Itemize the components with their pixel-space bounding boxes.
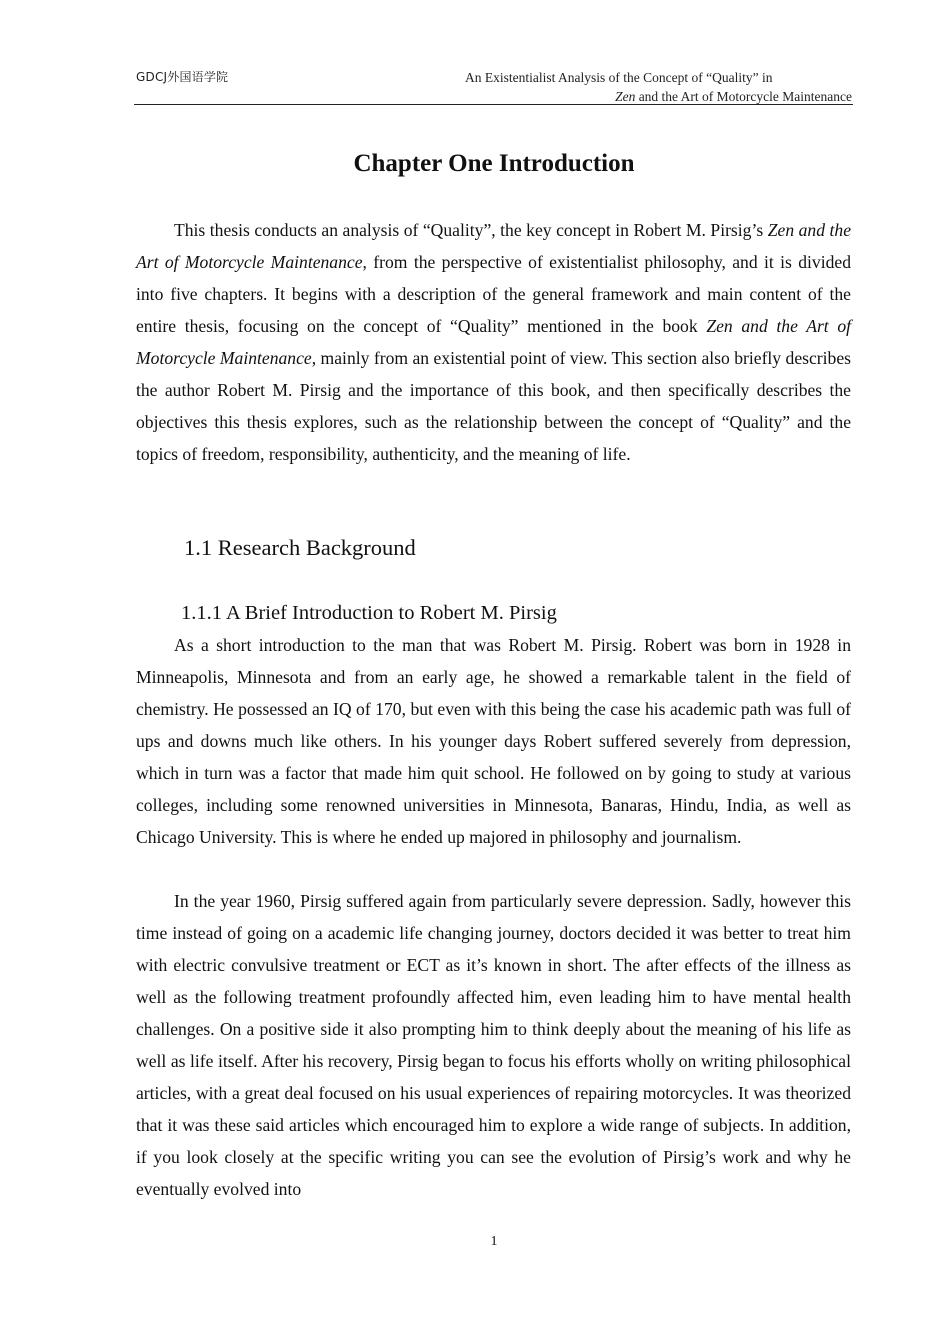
intro-text-2: , from the perspective of existentialist philosophy, and it is divided into five chapters. It begins with a description of the general framework and main content of the entire thesis, focusing on the concept of “Quality” mentioned in the book: [136, 252, 851, 336]
running-header-left: GDCJ外国语学院: [136, 70, 229, 84]
running-header-right: [460, 68, 852, 106]
intro-text-3: , mainly from an existential point of view. This section also briefly describes the author Robert M. Pirsig and the importance of this book, and then specifically describes the objectives this thesis explores, such as the relationship between the concept of “Quality” and the topics of freedom, responsibility, authenticity, and the meaning of life.: [136, 348, 851, 464]
intro-text-1: This thesis conducts an analysis of “Quality”, the key concept in Robert M. Pirsig’s: [174, 220, 768, 240]
pirsig-paragraph-1-text: As a short introduction to the man that was Robert M. Pirsig. Robert was born in 1928 in Minneapolis, Minnesota and from an early age, he showed a remarkable talent in the field of chemistry. He possessed an IQ of 170, but even with this being the case his academic path was full of ups and downs much like others. In his younger days Robert suffered severely from depression, which in turn was a factor that made him quit school. He followed on by going to study at various colleges, including some renowned universities in Minnesota, Banaras, Hindu, India, as well as Chicago University. This is where he ended up majored in philosophy and journalism.: [136, 635, 851, 847]
pirsig-paragraph-2: [136, 885, 851, 1205]
header-rule: [134, 104, 853, 105]
running-header-book-italic: Zen: [615, 89, 636, 104]
intro-paragraph: [136, 214, 851, 470]
running-header-book-rest: and the Art of Motorcycle Maintenance: [635, 89, 852, 104]
running-header-title-line1: An Existentialist Analysis of the Concept of “Quality” in: [465, 70, 773, 85]
chapter-title: Chapter One Introduction: [353, 150, 635, 177]
intro-book-title-1: Zen and the Art of Motorcycle Maintenance: [136, 220, 852, 272]
pirsig-paragraph-2-text: In the year 1960, Pirsig suffered again from particularly severe depression. Sadly, however this time instead of going on a academic life changing journey, doctors decided it was better to treat him with electric convulsive treatment or ECT as it’s known in short. The after effects of the illness as well as the following treatment profoundly affected him, even leading him to have mental health challenges. On a positive side it also prompting him to think deeply about the meaning of his life as well as life itself. After his recovery, Pirsig began to focus his efforts wholly on writing philosophical articles, with a great deal focused on his usual experiences of repairing motorcycles. It was theorized that it was these said articles which encouraged him to explore a wide range of subjects. In addition, if you look closely at the specific writing you can see the evolution of Pirsig’s work and why he eventually evolved into: [136, 891, 851, 1199]
subsection-heading-1-1-1: 1.1.1 A Brief Introduction to Robert M. Pirsig: [181, 602, 557, 624]
page-number: 1: [490, 1234, 498, 1249]
intro-book-title-2: Zen and the Art of Motorcycle Maintenance: [136, 316, 852, 368]
section-heading-1-1: 1.1 Research Background: [184, 535, 416, 560]
pirsig-paragraph-1: [136, 629, 851, 853]
